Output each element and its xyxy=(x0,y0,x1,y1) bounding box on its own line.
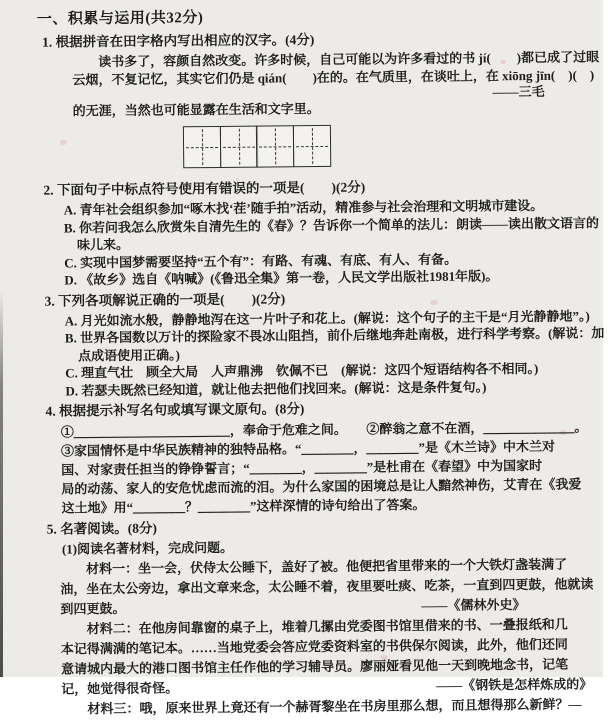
question-4 xyxy=(41,397,599,517)
fill-in-line: ①＿＿＿＿＿＿＿＿＿＿＿＿，奉命于危难之间。 ②醉翁之意不在酒，＿＿＿＿＿＿＿。 xyxy=(60,419,588,440)
material-2-lines xyxy=(61,614,599,679)
option-line: A. 月光如流水般，静静地泻在这一片叶子和花上。(解说：这个句子的主干是“月光静静地”。) xyxy=(64,307,590,328)
cell-dash-vertical xyxy=(275,128,276,164)
option-line: C. 实现中国梦需要坚持“五个有”：有路、有魂、有底、有人、有备。 xyxy=(64,251,458,270)
option-line: C. 理直气壮 顾全大局 人声鼎沸 钦佩不已 (解说：这四个短语结构各不相同。) xyxy=(65,360,539,381)
material-2 xyxy=(61,614,599,699)
exam-content xyxy=(36,5,605,721)
tianzige-cell xyxy=(183,126,221,168)
material-3 xyxy=(61,694,598,719)
question-4-lines xyxy=(61,417,599,517)
scan-edge-shadow xyxy=(0,290,3,677)
question-1-passage xyxy=(72,48,600,120)
source-citation: ——《儒林外史》 xyxy=(421,597,526,614)
tianzige-grid xyxy=(185,122,595,168)
question-2-options xyxy=(63,196,600,289)
option-line: A. 青年社会组织参加“啄木找‘茬’随手拍”活动，精准参与社会治理和文明城市建设。 xyxy=(63,197,544,218)
cell-dash-vertical xyxy=(202,129,203,165)
option-line: 味儿来。 xyxy=(63,236,130,253)
material-line: 到四更鼓。 xyxy=(60,600,126,617)
option-line: B. 世界各国数以万计的探险家不畏冰山阻挡，前仆后继地奔赴南极，进行科学考察。(解说：加 xyxy=(64,325,605,346)
tianzige-cell xyxy=(256,125,294,167)
question-5-prompt: 5. 名著阅读。(8分) xyxy=(46,520,158,537)
material-line: 材料三：哦，原来世界上竟还有一个赫胥黎坐在书房里那么想，而且想得那么新鲜？— xyxy=(61,696,582,717)
author-attribution: ——三毛 xyxy=(492,83,545,100)
question-3 xyxy=(39,287,605,400)
material-3-lines xyxy=(61,694,598,719)
question-1 xyxy=(37,28,600,169)
material-line: 油，坐在太公旁边，拿出文章来念，太公睡不着，夜里要吐痰、吃茶，一直到四更鼓，他就读 xyxy=(60,576,594,597)
passage-line: 云烟，不复记忆，其实它们仍是 qián( )在的。在气质里，在谈吐上，在 xiōng jīn( )( ) xyxy=(72,67,595,88)
option-line: D. 《故乡》选自《呐喊》(《鲁迅全集》第一卷，人民文学出版社1981年版)。 xyxy=(64,268,499,288)
material-line: 记，她觉得很奇怪。 xyxy=(61,680,179,697)
material-1-lines xyxy=(60,554,597,599)
tianzige-cell xyxy=(292,125,330,167)
option-line: B. 你若问我怎么欣赏朱自清先生的《春》？告诉你一个简单的法儿：朗读——读出散文语言的 xyxy=(63,214,600,235)
section-title: 一、积累与运用(共32分) xyxy=(36,10,204,28)
material-line: 意请城内最大的港口图书馆主任作他的学习辅导员。廖丽娅看见他一天到晚地念书，记笔 xyxy=(60,656,569,677)
question-5 xyxy=(42,515,601,719)
material-line: 材料一：坐一会，伏侍太公睡下，盖好了被。他便把省里带来的一个大铁灯盏装满了 xyxy=(60,556,568,577)
question-5-sub-prompt: (1)阅读名著材料，完成问题。 xyxy=(61,539,234,557)
passage-line: 读书多了，容颜自然改变。许多时候，自己可能以为许多看过的书 jí( )都已成了过眼 xyxy=(72,49,600,70)
material-line: 本记得满满的笔记本。……当地党委会答应党委资料室的书供保尔阅读，此外，他们还同 xyxy=(60,636,568,657)
source-citation: ——《钢铁是怎样炼成的》 xyxy=(436,676,593,693)
question-2-prompt: 2. 下面句子中标点符号使用有错误的一项是( )(2分) xyxy=(43,179,366,198)
question-1-prompt: 1. 根据拼音在田字格内写出相应的汉字。(4分) xyxy=(41,32,315,50)
fill-in-line: 这土地》用“＿＿＿＿？＿＿＿＿”这样深情的诗句给出了答案。 xyxy=(61,496,426,516)
cell-dash-vertical xyxy=(239,129,240,165)
fill-in-line: 局的动荡、家人的安危忧虑而流的泪。为什么家国的困境总是让人黯然神伤，艾青在《我爱 xyxy=(61,476,582,497)
question-4-prompt: 4. 根据提示补写名句或填写课文原句。(8分) xyxy=(45,401,305,419)
cell-dash-vertical xyxy=(312,128,313,164)
fill-in-line: 国、对家责任担当的铮铮誓言；“＿＿＿＿，＿＿＿＿”是杜甫在《春望》中为国家时 xyxy=(61,457,543,478)
material-line: 材料二：在他房间靠窗的桌子上，堆着几摞由党委图书馆里借来的书、一叠报纸和几 xyxy=(60,616,568,637)
option-line: 点成语使用正确。) xyxy=(64,346,180,363)
question-3-options xyxy=(64,307,605,400)
question-2 xyxy=(38,176,600,289)
option-line: D. 若瑟夫既然已经知道，就让他去把他们找回来。(解说：这是条件复句。) xyxy=(65,378,487,398)
material-1 xyxy=(60,554,598,619)
fill-in-line: ③家国情怀是中华民族精神的独特品格。“＿＿＿＿，＿＿＿＿”是《木兰诗》中木兰对 xyxy=(60,438,556,459)
passage-line: 的无涯，当然也可能显露在生活和文字里。 xyxy=(72,100,320,119)
question-3-prompt: 3. 下列各项解说正确的一项是( )(2分) xyxy=(44,290,286,309)
tianzige-cell xyxy=(220,126,258,168)
